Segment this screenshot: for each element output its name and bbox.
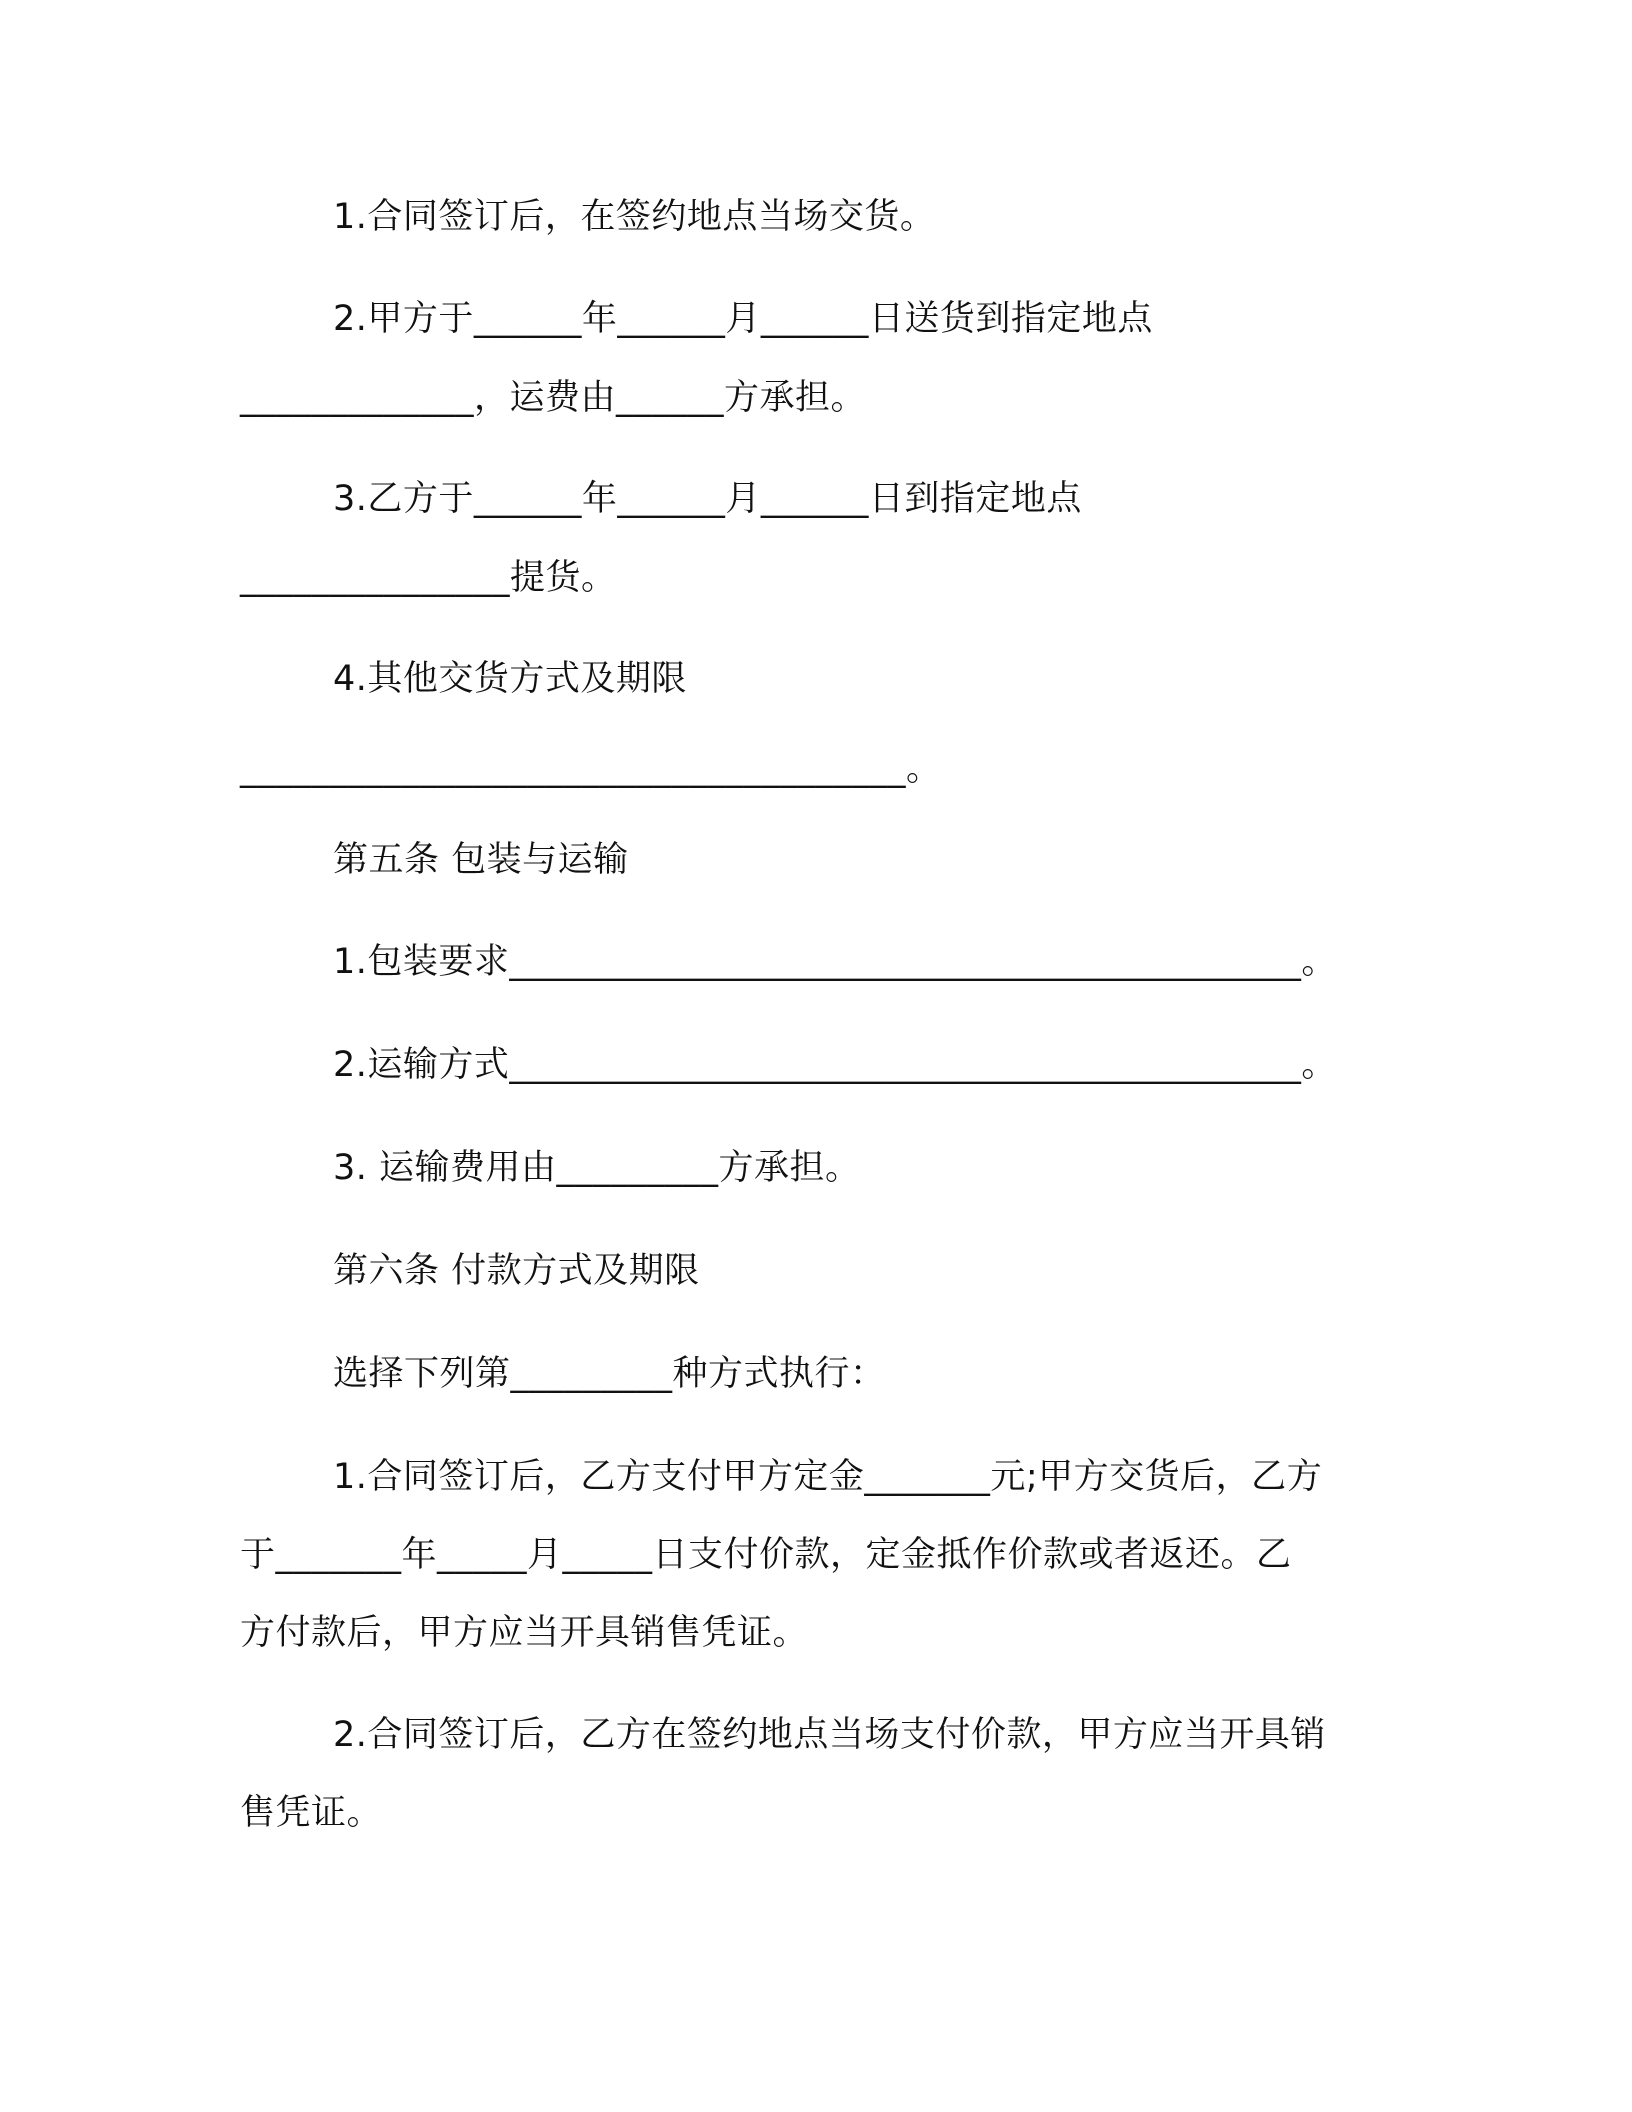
- article-5-item-2: 2.运输方式____________________________________________。: [333, 1045, 1337, 1085]
- article-6-item-1-line-2: 于_______年_____月_____日支付价款，定金抵作价款或者返还。乙: [240, 1535, 1292, 1575]
- delivery-item-4-line-1: 4.其他交货方式及期限: [333, 659, 687, 699]
- article-6-item-1-line-3: 方付款后，甲方应当开具销售凭证。: [240, 1613, 809, 1653]
- delivery-item-1: 1.合同签订后，在签约地点当场交货。: [333, 197, 936, 237]
- article-6-intro: 选择下列第_________种方式执行：: [333, 1354, 886, 1394]
- article-6-heading: 第六条 付款方式及期限: [333, 1251, 700, 1291]
- delivery-item-3-line-1: 3.乙方于______年______月______日到指定地点: [333, 479, 1082, 519]
- article-5-heading: 第五条 包装与运输: [333, 840, 629, 880]
- article-5-item-3: 3. 运输费用由_________方承担。: [333, 1148, 861, 1188]
- delivery-item-4-line-2: _____________________________________。: [240, 749, 942, 789]
- delivery-item-2-line-2: _____________，运费由______方承担。: [240, 378, 867, 418]
- delivery-item-3-line-2: _______________提货。: [240, 558, 617, 598]
- article-6-item-1-line-1: 1.合同签订后，乙方支付甲方定金_______元;甲方交货后，乙方: [333, 1457, 1323, 1497]
- article-6-item-2-line-2: 售凭证。: [240, 1793, 383, 1833]
- delivery-item-2-line-1: 2.甲方于______年______月______日送货到指定地点: [333, 299, 1153, 339]
- article-5-item-1: 1.包装要求____________________________________________。: [333, 942, 1337, 982]
- article-6-item-2-line-1: 2.合同签订后，乙方在签约地点当场支付价款，甲方应当开具销: [333, 1715, 1326, 1755]
